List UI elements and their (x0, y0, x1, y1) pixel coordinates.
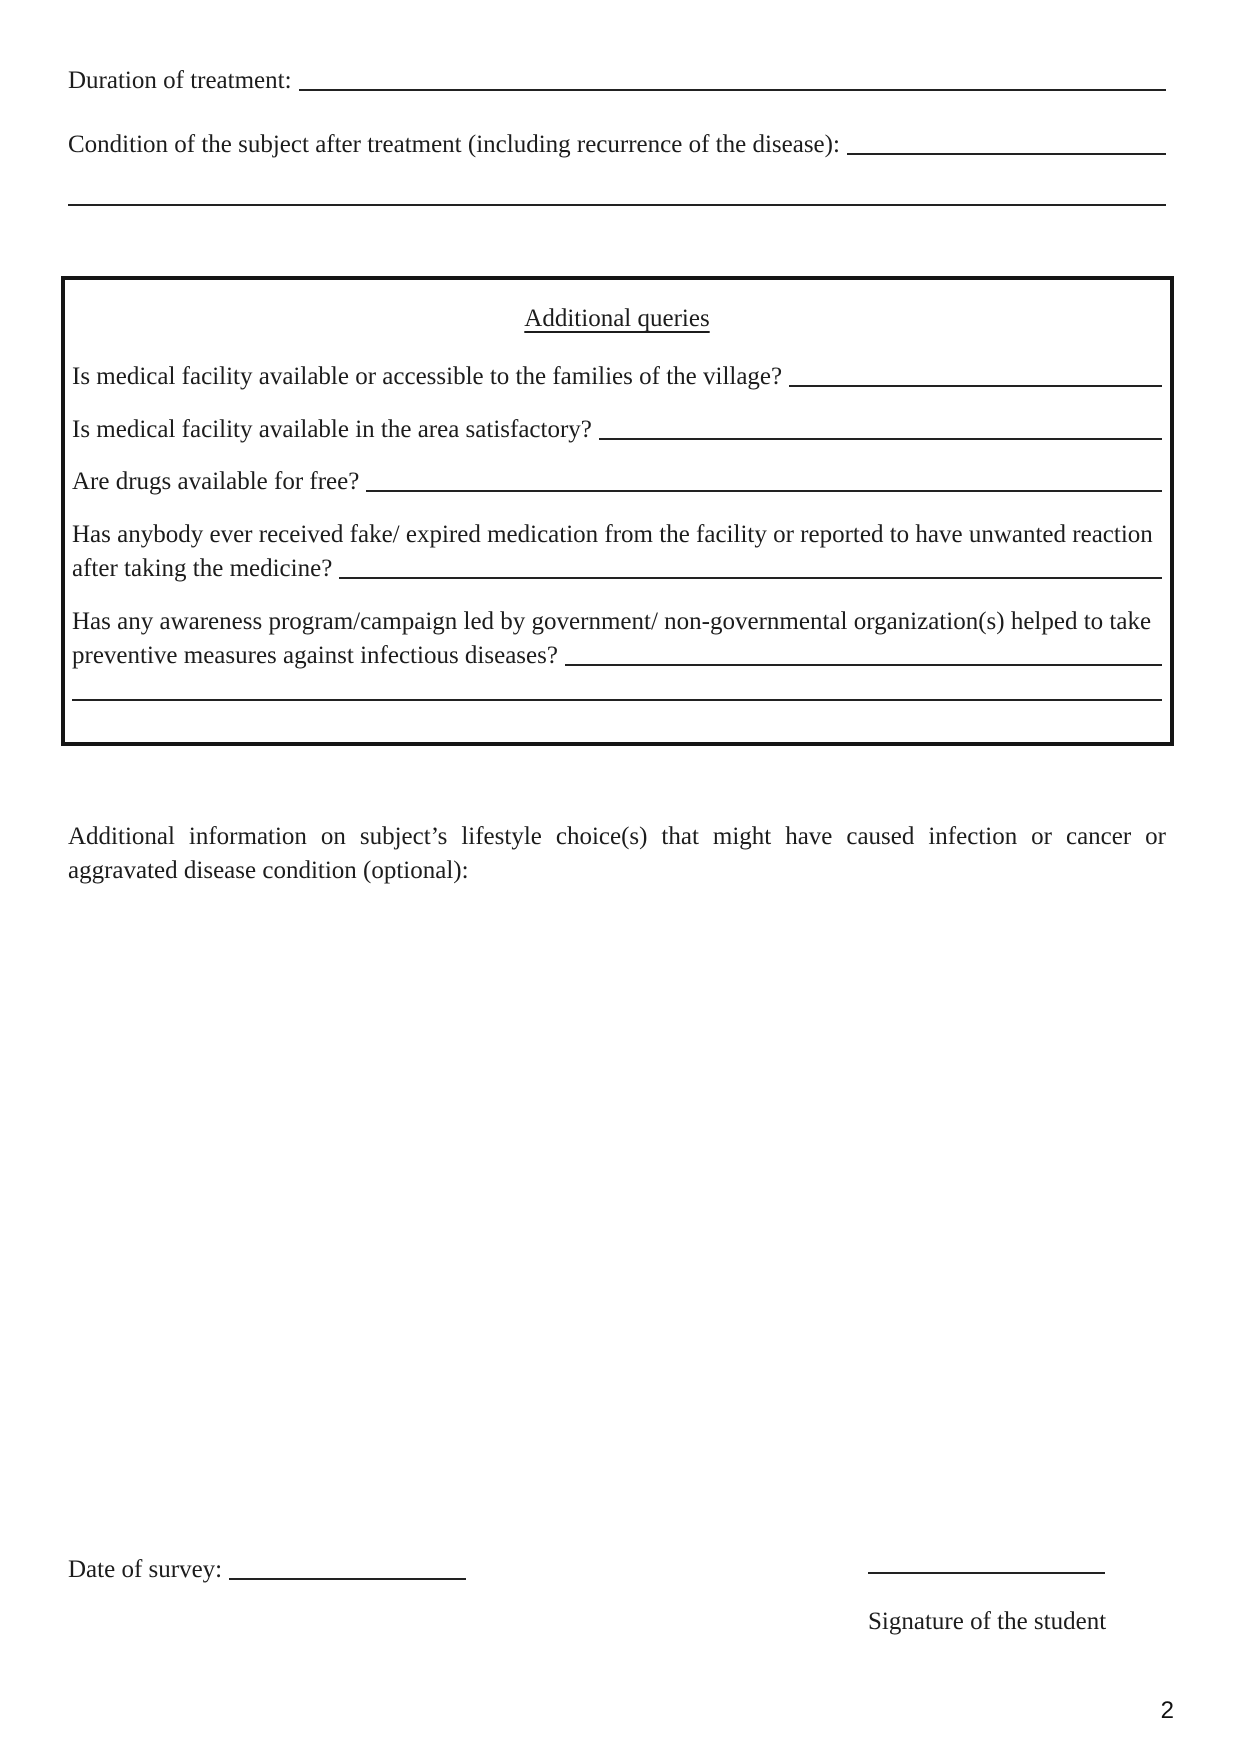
condition-answer-blank (847, 153, 1166, 155)
page-number: 2 (1160, 1697, 1174, 1724)
blank-line (72, 699, 1162, 701)
answer-blank (599, 438, 1162, 440)
note-line-1: Additional information on subject’s lifestyle choice(s) that might have caused infection or cancer or (68, 823, 1166, 850)
answer-blank (565, 664, 1162, 666)
answer-continuation-blank (72, 673, 1162, 707)
signature-label: Signature of the student (868, 1608, 1107, 1635)
question-fake-expired-medication (72, 518, 1162, 586)
answer-blank (366, 490, 1162, 492)
additional-queries-title-text: Additional queries (524, 305, 710, 332)
condition-after-treatment-label: Condition of the subject after treatment (including recurrence of the disease): (68, 131, 840, 158)
note-line-2: aggravated disease condition (optional): (68, 857, 469, 884)
question-text-line-1: Has anybody ever received fake/ expired medication from the facility or reported to have unwanted reaction (72, 521, 1153, 548)
question-text-line-2 (72, 552, 1162, 586)
signature-block (868, 1553, 1166, 1639)
condition-after-treatment-field (68, 128, 1166, 162)
question-text-line-1: Has any awareness program/campaign led by government/ non-governmental organization(s) helped to take (72, 608, 1152, 635)
blank-line (68, 204, 1166, 206)
question-text-line-2 (72, 639, 1162, 673)
duration-of-treatment-label: Duration of treatment: (68, 67, 292, 94)
duration-answer-blank (299, 89, 1166, 91)
answer-blank (789, 385, 1162, 387)
question-drugs-free (72, 465, 1162, 499)
footer (68, 1553, 1166, 1639)
question-text: Are drugs available for free? (72, 468, 360, 495)
answer-blank (339, 577, 1162, 579)
question-text: after taking the medicine? (72, 555, 333, 582)
question-text: Is medical facility available or accessible to the families of the village? (72, 363, 783, 390)
additional-information-note (68, 820, 1166, 888)
date-of-survey-field (68, 1553, 466, 1587)
date-answer-blank (229, 1578, 466, 1580)
question-text: preventive measures against infectious diseases? (72, 642, 558, 669)
condition-answer-continuation-blank (68, 178, 1166, 212)
date-of-survey-label: Date of survey: (68, 1556, 223, 1583)
duration-of-treatment-field (68, 64, 1166, 98)
question-facility-satisfactory (72, 413, 1162, 447)
additional-queries-title (72, 302, 1162, 336)
question-medical-facility-accessible (72, 360, 1162, 394)
signature-blank (868, 1553, 1105, 1574)
question-text: Is medical facility available in the area satisfactory? (72, 416, 592, 443)
question-awareness-program (72, 605, 1162, 673)
additional-queries-box (61, 276, 1174, 746)
